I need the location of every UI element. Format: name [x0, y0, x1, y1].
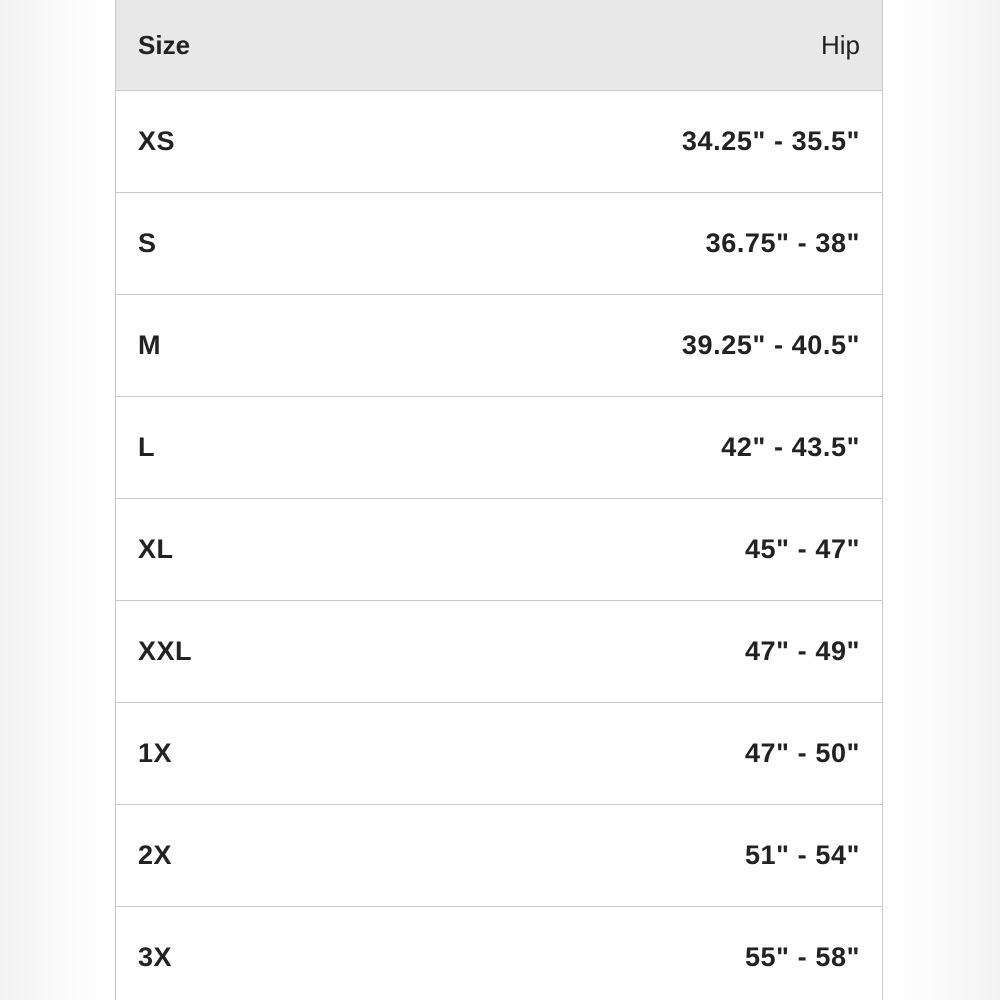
hip-cell: 45" - 47" — [499, 498, 883, 600]
table-row — [116, 396, 883, 498]
table-row — [116, 804, 883, 906]
size-cell: L — [116, 396, 500, 498]
size-chart-table — [115, 0, 883, 1000]
size-column-header: Size — [116, 0, 500, 90]
hip-cell: 51" - 54" — [499, 804, 883, 906]
size-cell: S — [116, 192, 500, 294]
table-body — [116, 90, 883, 1000]
table-row — [116, 294, 883, 396]
size-cell: XXL — [116, 600, 500, 702]
hip-column-header: Hip — [499, 0, 883, 90]
hip-cell: 34.25" - 35.5" — [499, 90, 883, 192]
table-row — [116, 702, 883, 804]
hip-cell: 36.75" - 38" — [499, 192, 883, 294]
table-row — [116, 906, 883, 1000]
table-row — [116, 90, 883, 192]
size-cell: M — [116, 294, 500, 396]
table-header — [116, 0, 883, 90]
hip-cell: 42" - 43.5" — [499, 396, 883, 498]
hip-cell: 47" - 50" — [499, 702, 883, 804]
table-row — [116, 498, 883, 600]
hip-cell: 55" - 58" — [499, 906, 883, 1000]
size-cell: XS — [116, 90, 500, 192]
size-cell: 1X — [116, 702, 500, 804]
header-row — [116, 0, 883, 90]
hip-cell: 47" - 49" — [499, 600, 883, 702]
hip-cell: 39.25" - 40.5" — [499, 294, 883, 396]
table-row — [116, 192, 883, 294]
size-cell: 3X — [116, 906, 500, 1000]
size-cell: 2X — [116, 804, 500, 906]
table-row — [116, 600, 883, 702]
size-cell: XL — [116, 498, 500, 600]
